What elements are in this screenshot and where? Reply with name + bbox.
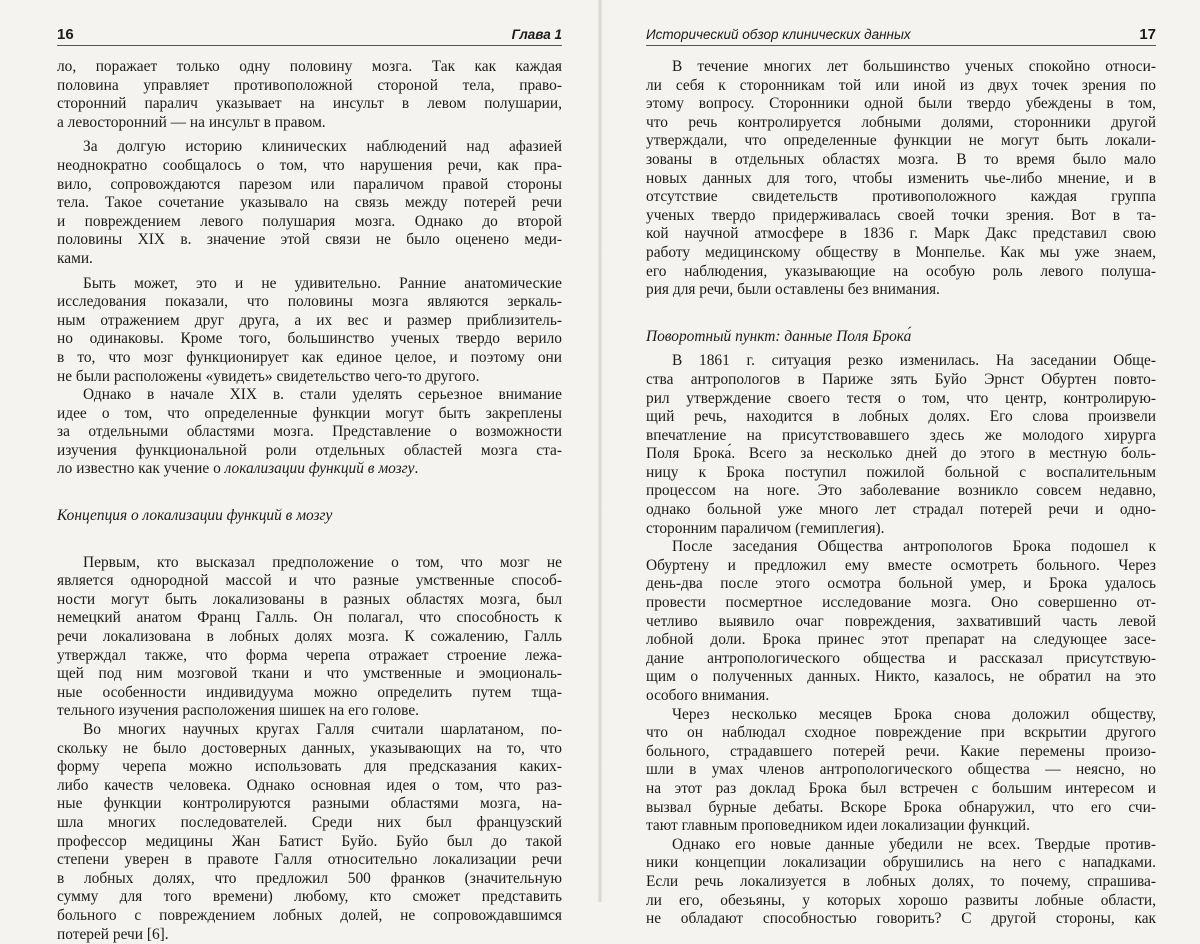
text-line [646,668,1156,687]
text-run: больного, страдавшего потерей речи. Какие перемены произо- [646,742,1156,760]
text-run: кой научной атмосфере в 1836 г. Марк Дакс представил свою [646,225,1156,243]
text-line [646,244,1156,263]
text-line [57,554,562,573]
text-line [646,706,1156,725]
text-run: не были расположены «увидеть» свидетельство чего-то другого. [57,367,480,385]
right-running-head [646,26,1156,46]
text-line [57,628,562,647]
text-line [57,758,562,777]
text-run: шла многих последователей. Среди них был французский [57,813,562,831]
text-line [57,176,562,195]
text-line [57,888,562,907]
text-run: особого внимания. [646,687,770,704]
text-line [646,207,1156,226]
text-line [57,609,562,628]
text-run: тают главным проповедником идеи локализации функций. [646,817,1030,835]
text-line [57,814,562,833]
text-line [57,231,562,250]
text-line [646,687,1156,706]
text-line [646,408,1156,427]
text-run: на этот раз доклад Брока был встречен с большим интересом и [646,779,1156,797]
text-line [646,501,1156,520]
text-run: половина управляет противоположной стороной тела, право- [57,76,562,94]
text-run: изучения функциональной роли отдельных областей мозга ста- [57,441,562,459]
text-line [646,352,1156,371]
left-body-text [57,58,562,944]
text-line [646,482,1156,501]
text-run: утверждали, что определенные функции не могут быть локали- [646,132,1156,150]
text-line [646,854,1156,873]
text-line [57,213,562,232]
text-run: ницу к Брока поступил пожилой больной с воспалительным [646,463,1156,481]
text-line [57,460,562,479]
text-run: ным отражением друг друга, а их вес и размер приблизитель- [57,311,562,329]
text-line [57,349,562,368]
text-run: речи локализована в лобных долях мозга. К сожалению, Галль [57,628,562,646]
text-run: потерей речи [6]. [57,925,169,943]
text-line [646,427,1156,446]
text-line [646,873,1156,892]
text-run: в лобных долях, что предложил 500 франков (значительную [57,869,562,887]
text-run: работу медицинскому обществу в Монпелье. Как мы уже знаем, [646,243,1156,261]
text-run: щим о полученных данных. Никто, казалось, не обратил на это [646,668,1156,686]
text-line [57,330,562,349]
text-run: Быть может, это и не удивительно. Ранние анатомические [83,274,562,292]
text-line [57,423,562,442]
text-run: ности могут быть локализованы в разных областях мозга, был [57,590,562,608]
text-run: а левосторонний — на инсульт в правом. [57,113,326,131]
text-line [57,926,562,944]
text-line [57,194,562,213]
text-run: является однородной массой и что разные умственные способ- [57,572,562,590]
text-run: процессом на ноге. Это заболевание возникло совсем недавно, [646,482,1156,500]
text-run: немецкий анатом Франц Галль. Он полагал, что способность к [57,609,562,627]
text-line [646,724,1156,743]
text-line [646,225,1156,244]
text-line [646,520,1156,539]
text-run: половины XIX в. значение этой связи не было оценено меди- [57,231,562,249]
text-line [646,170,1156,189]
text-line [646,631,1156,650]
text-run: шли в умах членов антропологического общества — неясно, но [646,761,1156,779]
text-line [57,833,562,852]
text-run: Через несколько месяцев Брока снова доложил обществу, [672,705,1156,723]
text-line [646,371,1156,390]
text-run: день-два после этого осмотра больной умер, и Брока удалось [646,575,1156,593]
text-run: . [414,460,419,478]
text-line [57,572,562,591]
left-running-title: Глава 1 [511,27,562,42]
text-line [57,114,562,133]
text-run: форму черепа можно использовать для предсказания каких- [57,758,562,776]
text-line [646,132,1156,151]
text-line [646,761,1156,780]
text-line [646,594,1156,613]
text-run: его наблюдения, указывающие на особую роль левого полуша- [646,262,1156,280]
text-line [57,293,562,312]
text-run: четливо выявило очаг повреждения, захвативший часть левой [646,612,1156,630]
text-line [646,151,1156,170]
text-run: вило, сопровождаются парезом или параличом правой стороны [57,175,562,193]
right-page [600,0,1200,928]
text-line [646,799,1156,818]
text-line [646,780,1156,799]
left-page [0,0,600,943]
text-run: Поля Брока́. Всего за несколько дней до этого в местную боль- [646,445,1156,463]
text-run: и повреждением левого полушария мозга. Однако до второй [57,212,562,230]
text-line [646,263,1156,282]
text-line [57,721,562,740]
left-page-number: 16 [57,26,74,43]
text-line [57,275,562,294]
text-run: сторонний паралич указывает на инсульт в левом полушарии, [57,95,562,113]
text-run: идее о том, что определенные функции могут быть закреплены [57,404,562,422]
text-line [646,77,1156,96]
text-line [646,836,1156,855]
text-line [57,702,562,721]
text-run: ные функции контролируются разными областями мозга, на- [57,795,562,813]
text-line [646,613,1156,632]
text-run: Во многих научных кругах Галля считали шарлатаном, по- [83,721,562,738]
text-line [57,405,562,424]
text-run: сумму для того времени) любому, кто сможет представить [57,888,562,906]
text-run: вызвал бурные дебаты. Вскоре Брока обнаружил, что его счи- [646,798,1156,816]
left-running-head [57,26,562,46]
text-run: рил утверждение своего тестя о том, что центр, контролирую- [646,389,1156,407]
text-line [646,95,1156,114]
text-run: профессор медицины Жан Батист Буйо. Буйо был до такой [57,832,562,850]
text-line [57,851,562,870]
text-run: ло, поражает только одну половину мозга. Так как каждая [57,58,562,75]
text-run: не обладают способностью говорить? С другой стороны, как [646,910,1156,928]
text-line [57,647,562,666]
text-run: щей под ним мозговой ткани и что умственные и эмоциональ- [57,665,562,683]
text-line [57,250,562,269]
text-run: дание антропологического общества и рассказал присутствую- [646,649,1156,667]
text-line [646,445,1156,464]
text-run: щий речь, находится в лобных долях. Его слова произвели [646,408,1156,426]
text-run: однако больной уже много лет страдал потерей речи и одно- [646,501,1156,519]
text-run: ученых твердо придерживалась своей точки зрения. Вот в та- [646,206,1156,224]
text-line [57,740,562,759]
paragraph-gap [57,526,562,554]
text-run: отсутствие свидетельств противоположного каждая группа [646,188,1156,206]
text-line [646,650,1156,669]
text-run: но одинаковы. Кроме того, большинство ученых твердо верило [57,330,562,348]
text-run: ли себя к сторонникам той или иной из двух точек зрения по [646,76,1156,94]
text-run: либо качеств человека. Однако основная идея о том, что раз- [57,776,562,794]
text-line [57,386,562,405]
right-running-title: Исторический обзор клинических данных [646,27,911,42]
section-heading: Поворотный пункт: данные Поля Брока́ [646,327,912,345]
text-line [57,795,562,814]
text-run: ками. [57,249,93,267]
paragraph-gap [646,300,1156,328]
text-line [646,390,1156,409]
text-line [646,557,1156,576]
text-line [646,892,1156,911]
text-run: ные особенности индивидуума можно определить путем тща- [57,683,562,701]
text-run: лобной доли. Брока принес этот препарат на следующее засе- [646,631,1156,649]
text-run: этому вопросу. Сторонники одной были твердо убеждены в том, [646,95,1156,113]
text-run: За долгую историю клинических наблюдений над афазией [83,138,562,156]
text-run: Обуртену и предложил ему вместе осмотреть больного. Через [646,556,1156,574]
text-run: Если речь локализуется в лобных долях, то почему, спрашива- [646,872,1156,890]
text-line [646,743,1156,762]
text-line [646,910,1156,929]
text-run: в то, что мозг функционирует как единое целое, и поэтому они [57,348,562,366]
text-line [57,442,562,461]
text-run: Однако в начале XIX в. стали уделять серьезное внимание [83,386,562,404]
text-line [57,58,562,77]
text-run: новых данных для того, чтобы изменить чье-либо мнение, и в [646,169,1156,187]
text-run: степени уверен в правоте Галля относительно локализации речи [57,851,562,869]
text-line [57,870,562,889]
text-run: сторонним параличом (гемиплегия). [646,519,885,537]
text-run: После заседания Общества антропологов Брока подошел к [672,538,1156,556]
text-line [57,312,562,331]
text-line [57,77,562,96]
text-run: что речь контролируется лобными долями, сторонники другой [646,113,1156,131]
text-line [57,157,562,176]
text-line [57,684,562,703]
text-run: Однако его новые данные убедили не всех. Твердые против- [672,835,1156,853]
text-run: В 1861 г. ситуация резко изменилась. На заседании Обще- [672,352,1156,370]
text-line [57,777,562,796]
text-line [57,907,562,926]
text-run: больного с повреждением лобных долей, не сопровождавшимся [57,906,562,924]
text-line [57,591,562,610]
text-line [57,138,562,157]
text-run: тела. Такое сочетание указывало на связь между потерей речи [57,194,562,212]
text-run: что он наблюдал сходное повреждение при вскрытии другого [646,724,1156,742]
paragraph-gap [57,479,562,507]
text-run: за отдельными областями мозга. Представление о возможности [57,423,562,441]
text-line [646,464,1156,483]
text-run: исследования показали, что половины мозга являются зеркаль- [57,293,562,311]
text-line [57,665,562,684]
text-line [646,58,1156,77]
text-run: ства антропологов в Париже зять Буйо Эрнст Обуртен повто- [646,370,1156,388]
text-run: Первым, кто высказал предположение о том, что мозг не [83,553,562,571]
text-run: зованы в отдельных областях мозга. В то время было мало [646,150,1156,168]
text-run: тельного изучения расположения шишек на его голове. [57,702,420,720]
right-body-text [646,58,1156,929]
text-line [646,188,1156,207]
right-page-number: 17 [1139,26,1156,43]
text-run: неоднократно сообщалось о том, что нарушения речи, как пра- [57,156,562,174]
text-run: впечатление на присутствовавшего здесь же молодого хирурга [646,426,1156,444]
text-line [646,538,1156,557]
text-run: ли его, обезьяны, у которых хорошо развиты лобные области, [646,891,1156,909]
text-run: скольку не было достоверных данных, указывающих на то, что [57,739,562,757]
text-run: ло известно как учение о [57,460,225,478]
text-line [646,817,1156,836]
text-line [57,368,562,387]
text-line [646,114,1156,133]
section-heading: Концепция о локализации функций в мозгу [57,507,333,525]
text-run: провести посмертное исследование мозга. Оно совершенно от- [646,594,1156,612]
emphasized-term: локализации функций в мозгу [224,460,415,478]
text-run: В течение многих лет большинство ученых спокойно относи- [672,58,1156,75]
text-line [646,281,1156,300]
text-run: рия для речи, были оставлены без внимания. [646,281,940,299]
text-line [57,95,562,114]
text-line [646,575,1156,594]
text-run: утверждал также, что форма черепа отражает строение лежа- [57,646,562,664]
text-run: ники концепции локализации обрушились на него с нападками. [646,854,1156,872]
